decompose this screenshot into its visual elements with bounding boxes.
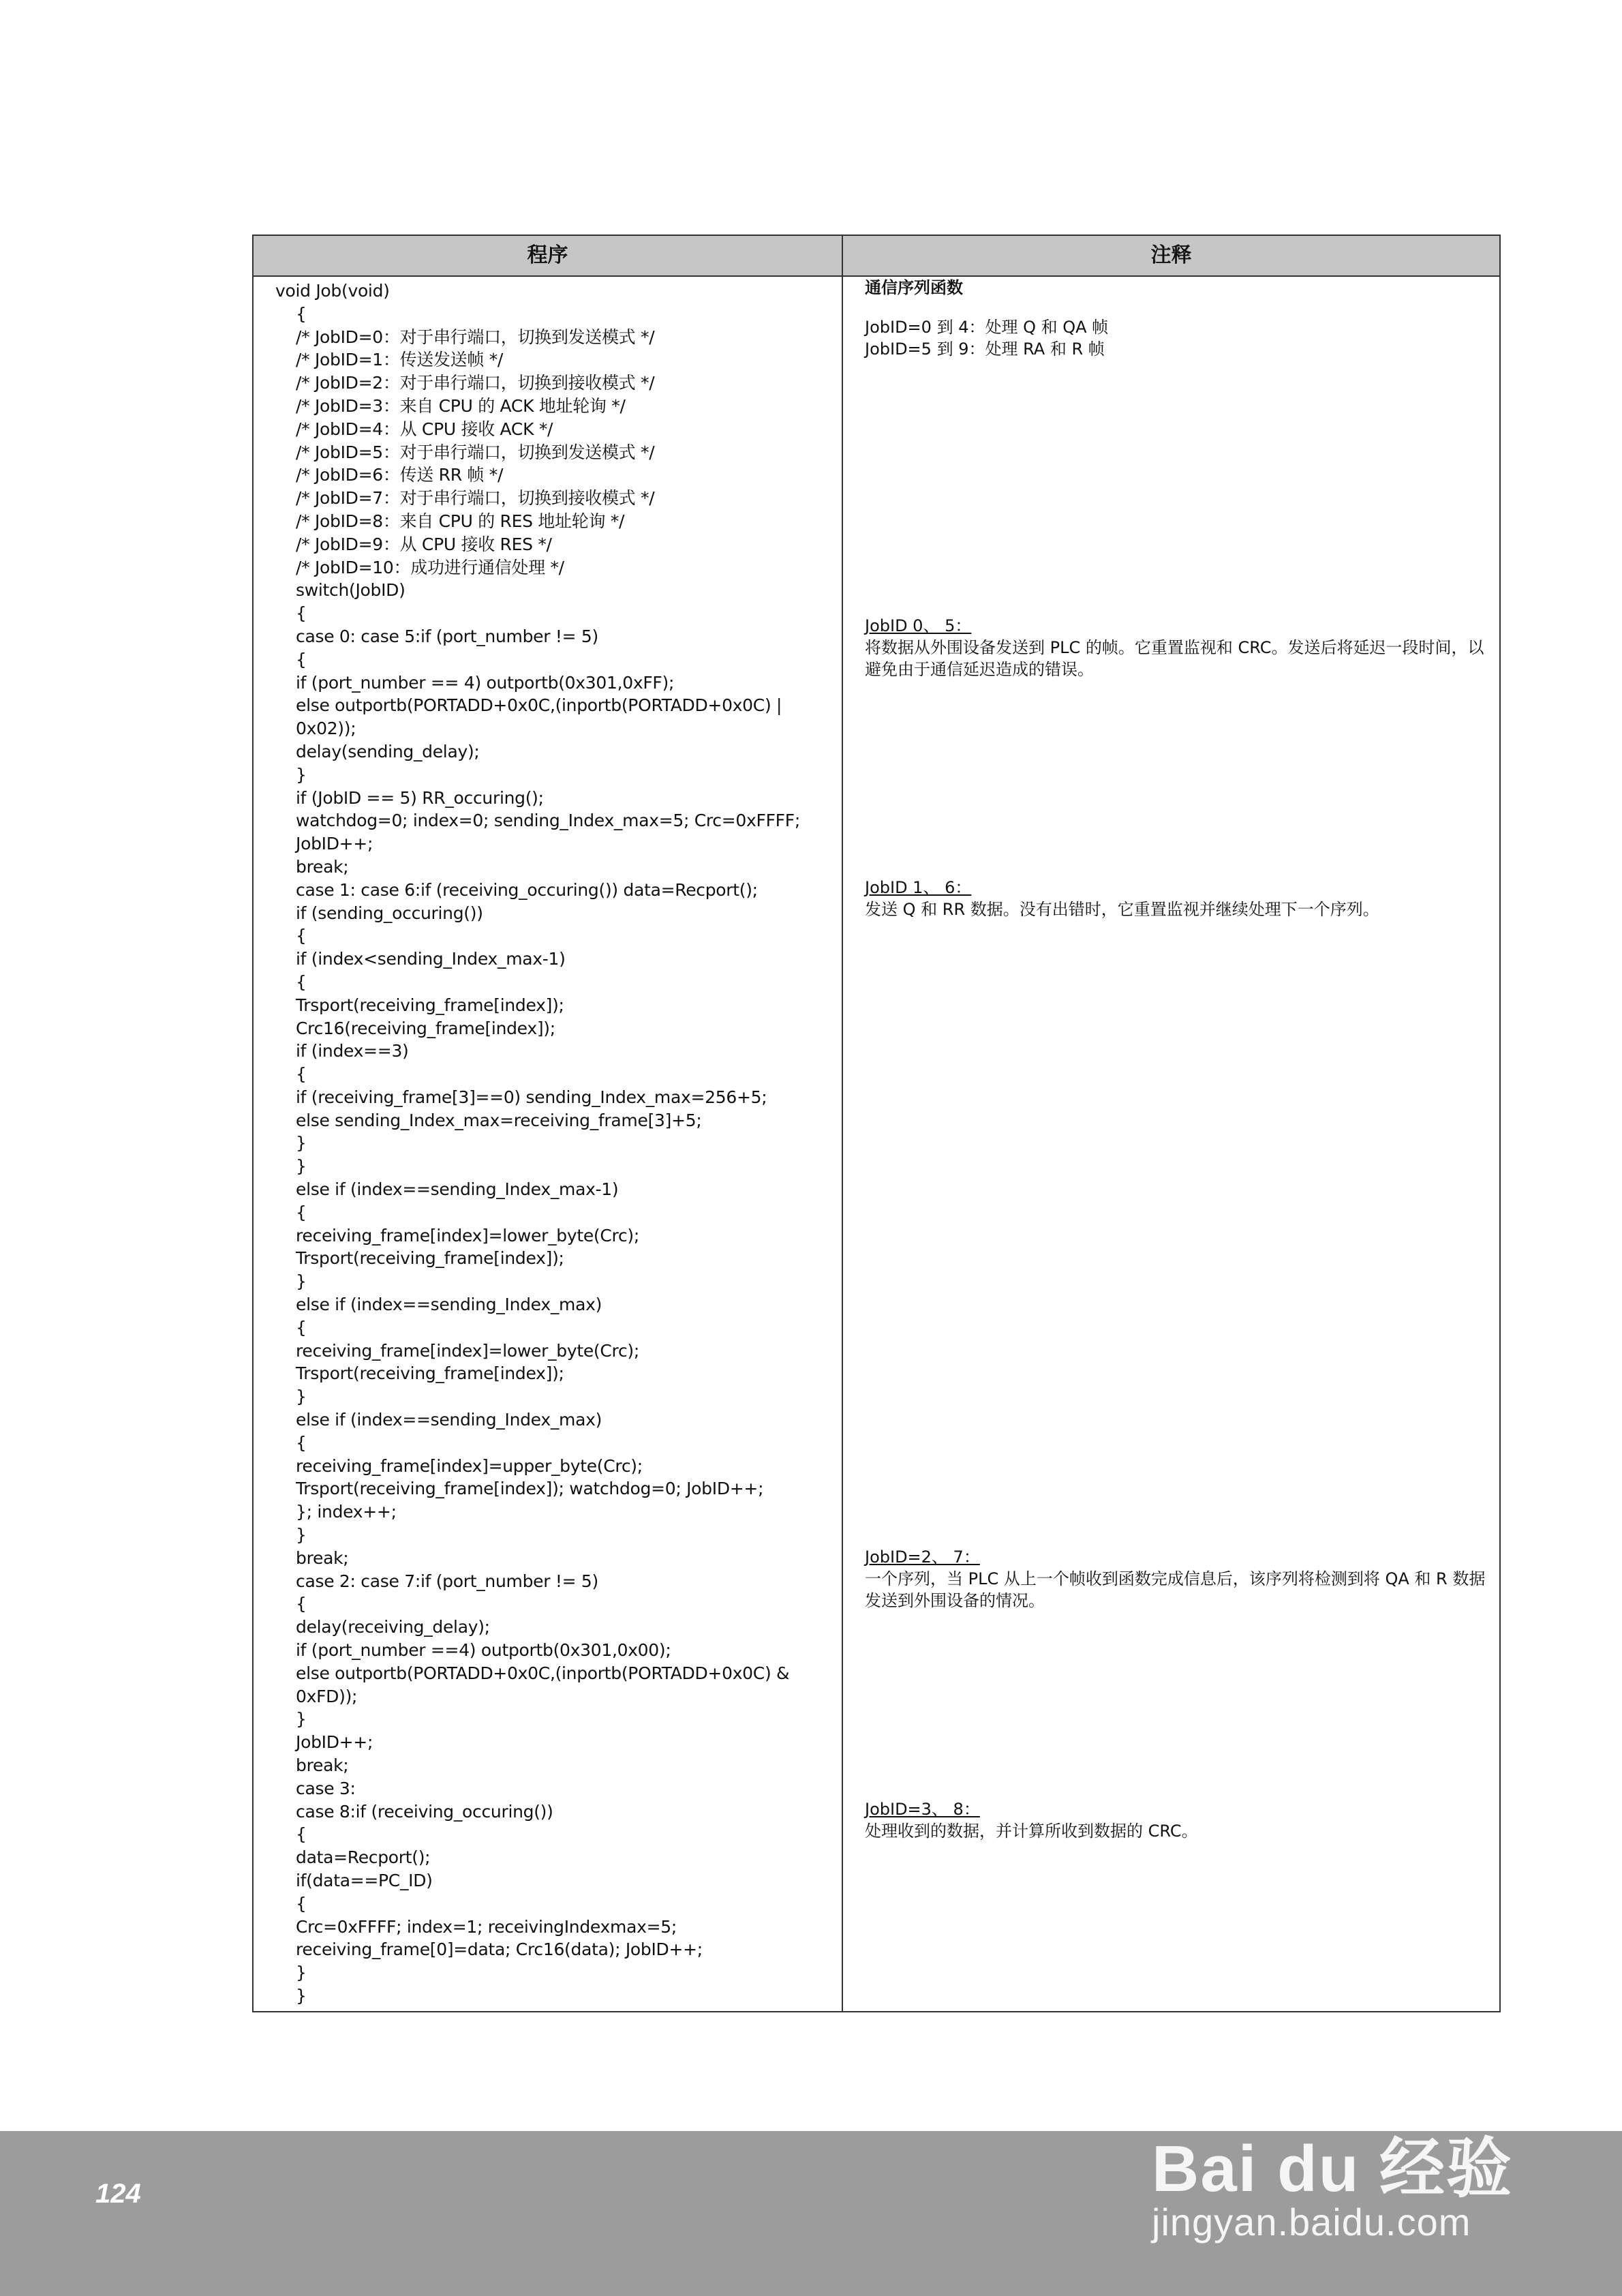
column-divider [842,236,843,2011]
code-annotation-table [252,235,1501,2012]
code-line: else if (index==sending_Index_max-1) [296,1179,619,1200]
code-line: if (JobID == 5) RR_occuring(); [296,787,544,808]
code-line: if (index==3) [296,1041,409,1061]
note-title: JobID=3、 8： [865,1800,980,1819]
code-line: delay(receiving_delay); [296,1617,490,1637]
code-line: if (port_number == 4) outportb(0x301,0xFF); [296,672,675,693]
note-body: 一个序列，当 PLC 从上一个帧收到函数完成信息后，该序列将检测到将 QA 和 R 数据发送到外围设备的情况。 [865,1569,1486,1610]
code-line: case 2: case 7:if (port_number != 5) [296,1571,598,1591]
code-line: data=Recport(); [296,1847,431,1868]
code-line: 0xFD)); [296,1686,358,1706]
code-line: switch(JobID) [296,580,406,601]
code-line: JobID++; [296,834,373,854]
code-line: receiving_frame[index]=lower_byte(Crc); [296,1225,639,1245]
code-line: /* JobID=3：来自 CPU 的 ACK 地址轮询 */ [296,395,626,416]
code-line: { [296,603,307,624]
code-line: Trsport(receiving_frame[index]); watchdog=0; JobID++; [296,1479,764,1499]
code-line: /* JobID=0：对于串行端口，切换到发送模式 */ [296,327,655,347]
code-line: /* JobID=1：传送发送帧 */ [296,350,504,370]
code-line: void Job(void) [275,281,390,301]
code-line: } [296,1985,307,2006]
note-body: 处理收到的数据，并计算所收到数据的 CRC。 [865,1822,1198,1841]
code-line: case 1: case 6:if (receiving_occuring()) data=Recport(); [296,879,758,900]
code-line: delay(sending_delay); [296,741,480,761]
code-line: receiving_frame[index]=upper_byte(Crc); [296,1455,643,1476]
note-body: 发送 Q 和 RR 数据。没有出错时，它重置监视并继续处理下一个序列。 [865,900,1379,919]
code-line: JobID++; [296,1732,373,1753]
code-line: } [296,1709,307,1729]
paw-icon [1247,2049,1336,2124]
table-header [254,236,1499,277]
code-line: /* JobID=6：传送 RR 帧 */ [296,465,504,485]
code-line: else if (index==sending_Index_max) [296,1295,602,1315]
code-line: } [296,1525,307,1545]
code-line: { [296,1317,307,1338]
code-line: /* JobID=7：对于串行端口，切换到接收模式 */ [296,488,655,509]
code-line: } [296,1133,307,1153]
code-line: /* JobID=9：从 CPU 接收 RES */ [296,534,552,554]
note-block [865,877,1492,920]
note-intro-line: JobID=5 到 9：处理 RA 和 R 帧 [865,339,1105,359]
code-line: { [296,1893,307,1914]
code-line: } [296,1963,307,1983]
code-line: else if (index==sending_Index_max) [296,1410,602,1430]
note-title: JobID 0、 5： [865,616,972,635]
note-heading: 通信序列函数 [865,278,963,297]
code-line: /* JobID=8：来自 CPU 的 RES 地址轮询 */ [296,511,625,531]
note-intro-line: JobID=0 到 4：处理 Q 和 QA 帧 [865,318,1109,337]
code-line: { [296,926,307,946]
code-line: } [296,764,307,785]
code-line: 0x02)); [296,719,356,739]
code-line: break; [296,856,349,877]
page-number: 124 [95,2179,141,2209]
code-line: else outportb(PORTADD+0x0C,(inportb(PORTADD+0x0C) | [296,695,782,716]
header-program: 程序 [527,243,568,267]
code-line: Trsport(receiving_frame[index]); [296,1248,564,1269]
code-line: /* JobID=2：对于串行端口，切换到接收模式 */ [296,373,655,393]
code-line: /* JobID=4：从 CPU 接收 ACK */ [296,419,553,439]
note-body: 将数据从外围设备发送到 PLC 的帧。它重置监视和 CRC。发送后将延迟一段时间，以避免由于通信延迟造成的错误。 [865,638,1484,679]
code-line: if (port_number ==4) outportb(0x301,0x00); [296,1640,671,1661]
note-block [865,1546,1492,1612]
code-line: case 3: [296,1778,356,1798]
note-intro [865,277,1492,360]
baidu-watermark [1152,2049,1533,2253]
code-line: { [296,1432,307,1453]
code-line: }; index++; [296,1502,397,1522]
code-line: } [296,1387,307,1407]
code-line: break; [296,1547,349,1568]
watermark-brand: Bai du 经验 [1152,2132,1514,2205]
note-title: JobID=2、 7： [865,1547,980,1567]
code-line: Trsport(receiving_frame[index]); [296,995,564,1015]
code-line: { [296,971,307,992]
code-line: } [296,1271,307,1292]
code-line: { [296,1202,307,1222]
code-line: receiving_frame[index]=lower_byte(Crc); [296,1340,639,1361]
code-line: break; [296,1755,349,1775]
note-block [865,1798,1492,1842]
code-listing [275,280,827,2008]
code-line: if (receiving_frame[3]==0) sending_Index_max=256+5; [296,1087,767,1107]
code-line: /* JobID=10：成功进行通信处理 */ [296,557,564,577]
code-line: if (index<sending_Index_max-1) [296,949,566,969]
code-line: if(data==PC_ID) [296,1870,433,1890]
code-line: { [296,1064,307,1085]
code-line: case 0: case 5:if (port_number != 5) [296,626,598,646]
code-line: { [296,303,307,324]
code-line: case 8:if (receiving_occuring()) [296,1801,553,1822]
code-line: } [296,1156,307,1177]
code-line: Crc=0xFFFF; index=1; receivingIndexmax=5; [296,1916,677,1937]
code-line: receiving_frame[0]=data; Crc16(data); JobID++; [296,1939,703,1960]
code-line: { [296,1594,307,1614]
code-line: /* JobID=5：对于串行端口，切换到发送模式 */ [296,442,655,462]
code-line: { [296,1824,307,1845]
code-line: { [296,649,307,669]
code-line: Trsport(receiving_frame[index]); [296,1363,564,1384]
code-line: watchdog=0; index=0; sending_Index_max=5; Crc=0xFFFF; [296,811,800,831]
note-block [865,615,1492,680]
code-line: if (sending_occuring()) [296,903,483,923]
code-line: else sending_Index_max=receiving_frame[3]+5; [296,1110,702,1130]
code-line: else outportb(PORTADD+0x0C,(inportb(PORTADD+0x0C) & [296,1663,790,1683]
header-comment: 注释 [1150,243,1192,267]
watermark-url: jingyan.baidu.com [1152,2201,1471,2244]
note-title: JobID 1、 6： [865,878,972,897]
code-line: Crc16(receiving_frame[index]); [296,1018,555,1038]
